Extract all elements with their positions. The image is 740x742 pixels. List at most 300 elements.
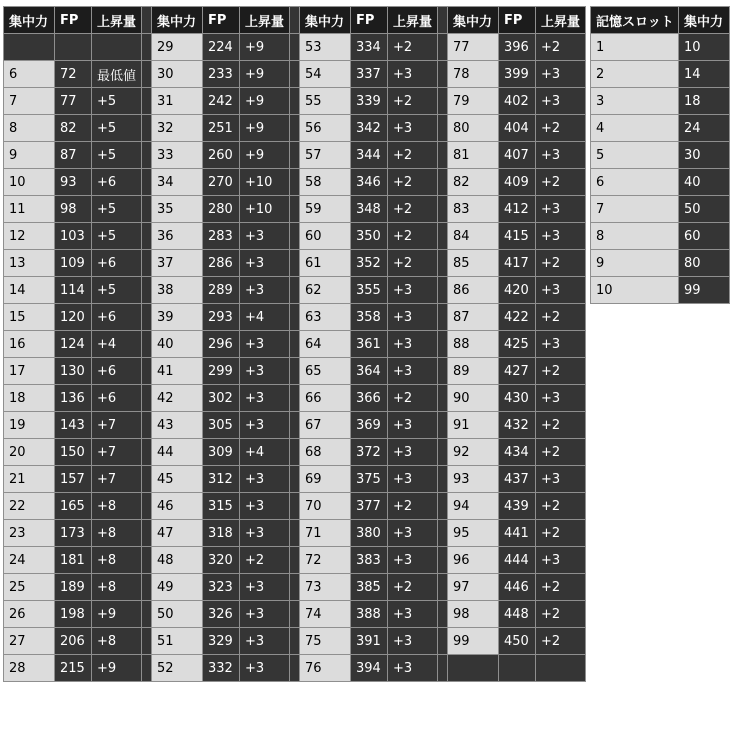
column-separator [142, 169, 152, 196]
focus-cell: 23 [4, 520, 55, 547]
column-header: 集中力 [4, 7, 55, 34]
focus-cell: 30 [679, 142, 730, 169]
column-separator [438, 385, 448, 412]
column-separator [142, 358, 152, 385]
column-header: 集中力 [679, 7, 730, 34]
increase-cell: +9 [240, 88, 290, 115]
column-header: 上昇量 [92, 7, 142, 34]
column-separator [438, 61, 448, 88]
fp-cell: 332 [203, 655, 240, 682]
focus-cell: 43 [152, 412, 203, 439]
table-row [4, 331, 586, 358]
increase-cell: +7 [92, 466, 142, 493]
fp-cell: 409 [499, 169, 536, 196]
focus-cell: 75 [300, 628, 351, 655]
increase-cell: +5 [92, 88, 142, 115]
increase-cell [536, 655, 586, 682]
increase-cell: +3 [388, 466, 438, 493]
fp-cell: 77 [55, 88, 92, 115]
increase-cell: +3 [388, 520, 438, 547]
increase-cell: +2 [536, 493, 586, 520]
focus-cell: 15 [4, 304, 55, 331]
column-separator [142, 439, 152, 466]
increase-cell: +2 [240, 547, 290, 574]
focus-cell: 19 [4, 412, 55, 439]
increase-cell: +6 [92, 169, 142, 196]
column-separator [142, 466, 152, 493]
increase-cell: +3 [240, 520, 290, 547]
increase-cell: +3 [536, 223, 586, 250]
increase-cell: +9 [240, 61, 290, 88]
fp-cell: 388 [351, 601, 388, 628]
column-separator [438, 142, 448, 169]
increase-cell: +3 [536, 547, 586, 574]
fp-cell: 173 [55, 520, 92, 547]
focus-cell: 22 [4, 493, 55, 520]
focus-cell: 14 [4, 277, 55, 304]
slot-cell: 6 [591, 169, 679, 196]
fp-cell: 342 [351, 115, 388, 142]
table-row [4, 601, 586, 628]
fp-cell: 299 [203, 358, 240, 385]
fp-cell: 329 [203, 628, 240, 655]
fp-cell: 404 [499, 115, 536, 142]
table-row [591, 169, 730, 196]
fp-cell: 415 [499, 223, 536, 250]
focus-cell: 37 [152, 250, 203, 277]
focus-cell: 20 [4, 439, 55, 466]
table-row [4, 34, 586, 61]
fp-cell: 309 [203, 439, 240, 466]
column-header: 上昇量 [536, 7, 586, 34]
focus-cell: 56 [300, 115, 351, 142]
fp-cell: 337 [351, 61, 388, 88]
column-separator [438, 601, 448, 628]
focus-cell: 51 [152, 628, 203, 655]
table-row [591, 250, 730, 277]
increase-cell: +2 [536, 250, 586, 277]
focus-cell: 85 [448, 250, 499, 277]
increase-cell: +5 [92, 196, 142, 223]
focus-cell: 48 [152, 547, 203, 574]
focus-cell: 92 [448, 439, 499, 466]
focus-cell: 40 [679, 169, 730, 196]
focus-cell: 93 [448, 466, 499, 493]
focus-cell: 90 [448, 385, 499, 412]
fp-cell: 260 [203, 142, 240, 169]
increase-cell: +3 [388, 601, 438, 628]
column-separator [290, 277, 300, 304]
column-separator [142, 196, 152, 223]
focus-cell [448, 655, 499, 682]
focus-cell: 82 [448, 169, 499, 196]
fp-cell: 377 [351, 493, 388, 520]
column-separator [438, 196, 448, 223]
fp-cell: 420 [499, 277, 536, 304]
column-separator [142, 88, 152, 115]
fp-cell: 315 [203, 493, 240, 520]
slot-cell: 10 [591, 277, 679, 304]
increase-cell: +10 [240, 169, 290, 196]
increase-cell: +3 [536, 385, 586, 412]
increase-cell: +8 [92, 628, 142, 655]
fp-cell: 355 [351, 277, 388, 304]
column-separator [290, 466, 300, 493]
fp-cell: 320 [203, 547, 240, 574]
focus-cell: 25 [4, 574, 55, 601]
fp-cell: 312 [203, 466, 240, 493]
fp-cell: 383 [351, 547, 388, 574]
fp-cell: 417 [499, 250, 536, 277]
increase-cell: +10 [240, 196, 290, 223]
fp-cell: 130 [55, 358, 92, 385]
fp-cell: 114 [55, 277, 92, 304]
increase-cell: +2 [388, 493, 438, 520]
column-separator [438, 412, 448, 439]
column-separator [142, 520, 152, 547]
focus-cell: 21 [4, 466, 55, 493]
increase-cell: +2 [536, 358, 586, 385]
increase-cell: +2 [536, 115, 586, 142]
increase-cell: +3 [240, 331, 290, 358]
slot-cell: 2 [591, 61, 679, 88]
focus-cell: 34 [152, 169, 203, 196]
fp-cell: 251 [203, 115, 240, 142]
fp-cell: 358 [351, 304, 388, 331]
table-row [4, 169, 586, 196]
increase-cell: +3 [388, 331, 438, 358]
focus-cell: 8 [4, 115, 55, 142]
focus-cell: 68 [300, 439, 351, 466]
increase-cell: +2 [388, 142, 438, 169]
header-row [4, 7, 586, 34]
increase-cell: +2 [536, 628, 586, 655]
focus-cell: 18 [679, 88, 730, 115]
fp-cell: 444 [499, 547, 536, 574]
fp-cell: 326 [203, 601, 240, 628]
table-row [4, 547, 586, 574]
slot-cell: 9 [591, 250, 679, 277]
focus-cell: 69 [300, 466, 351, 493]
column-separator [438, 250, 448, 277]
increase-cell: +9 [92, 601, 142, 628]
table-row [4, 439, 586, 466]
memory-slot-table-body [591, 34, 730, 304]
increase-cell: +3 [388, 439, 438, 466]
fp-cell: 412 [499, 196, 536, 223]
fp-cell: 289 [203, 277, 240, 304]
column-separator [142, 601, 152, 628]
table-row [4, 493, 586, 520]
column-separator [290, 250, 300, 277]
increase-cell: +3 [240, 628, 290, 655]
column-separator [290, 655, 300, 682]
focus-cell: 46 [152, 493, 203, 520]
fp-cell: 334 [351, 34, 388, 61]
slot-cell: 1 [591, 34, 679, 61]
focus-cell: 55 [300, 88, 351, 115]
slot-cell: 5 [591, 142, 679, 169]
increase-cell: +5 [92, 142, 142, 169]
fp-cell: 385 [351, 574, 388, 601]
header-row [591, 7, 730, 34]
focus-cell: 14 [679, 61, 730, 88]
column-separator [438, 520, 448, 547]
focus-cell: 44 [152, 439, 203, 466]
fp-cell: 375 [351, 466, 388, 493]
increase-cell: +2 [536, 574, 586, 601]
increase-cell: +2 [536, 169, 586, 196]
focus-cell: 40 [152, 331, 203, 358]
focus-cell: 83 [448, 196, 499, 223]
focus-cell: 63 [300, 304, 351, 331]
increase-cell: +3 [536, 88, 586, 115]
column-separator [438, 493, 448, 520]
increase-cell: +5 [92, 115, 142, 142]
column-separator [438, 223, 448, 250]
focus-cell: 77 [448, 34, 499, 61]
column-separator [438, 439, 448, 466]
focus-cell: 71 [300, 520, 351, 547]
column-separator [438, 7, 448, 34]
slot-cell: 8 [591, 223, 679, 250]
column-separator [438, 115, 448, 142]
focus-cell: 11 [4, 196, 55, 223]
focus-cell: 24 [679, 115, 730, 142]
fp-cell: 446 [499, 574, 536, 601]
column-separator [438, 547, 448, 574]
table-row [591, 115, 730, 142]
fp-cell: 339 [351, 88, 388, 115]
column-separator [142, 115, 152, 142]
increase-cell: +3 [240, 574, 290, 601]
focus-cell: 65 [300, 358, 351, 385]
focus-cell: 62 [300, 277, 351, 304]
focus-cell: 41 [152, 358, 203, 385]
focus-cell: 86 [448, 277, 499, 304]
increase-cell: +3 [240, 466, 290, 493]
increase-cell: +3 [388, 655, 438, 682]
fp-cell: 157 [55, 466, 92, 493]
increase-cell: 最低値 [92, 61, 142, 88]
column-separator [142, 304, 152, 331]
increase-cell: +9 [240, 142, 290, 169]
fp-cell: 150 [55, 439, 92, 466]
fp-cell: 165 [55, 493, 92, 520]
focus-cell: 88 [448, 331, 499, 358]
table-row [4, 385, 586, 412]
column-header: FP [55, 7, 92, 34]
fp-cell: 350 [351, 223, 388, 250]
focus-cell: 33 [152, 142, 203, 169]
column-header: 上昇量 [240, 7, 290, 34]
focus-cell: 12 [4, 223, 55, 250]
column-separator [142, 7, 152, 34]
table-row [591, 34, 730, 61]
table-row [4, 250, 586, 277]
increase-cell: +3 [388, 61, 438, 88]
focus-cell: 58 [300, 169, 351, 196]
column-separator [290, 439, 300, 466]
column-separator [438, 358, 448, 385]
fp-cell: 441 [499, 520, 536, 547]
focus-cell: 39 [152, 304, 203, 331]
table-row [4, 628, 586, 655]
column-separator [438, 34, 448, 61]
focus-cell: 24 [4, 547, 55, 574]
focus-cell: 13 [4, 250, 55, 277]
fp-cell: 198 [55, 601, 92, 628]
focus-cell: 60 [679, 223, 730, 250]
focus-cell: 28 [4, 655, 55, 682]
focus-cell: 97 [448, 574, 499, 601]
fp-cell: 450 [499, 628, 536, 655]
focus-cell: 72 [300, 547, 351, 574]
fp-cell: 286 [203, 250, 240, 277]
fp-cell: 380 [351, 520, 388, 547]
focus-cell: 7 [4, 88, 55, 115]
increase-cell: +2 [388, 250, 438, 277]
increase-cell: +3 [536, 142, 586, 169]
increase-cell: +3 [536, 196, 586, 223]
fp-cell: 422 [499, 304, 536, 331]
fp-cell: 391 [351, 628, 388, 655]
column-separator [142, 628, 152, 655]
fp-cell: 437 [499, 466, 536, 493]
column-separator [438, 277, 448, 304]
focus-cell: 79 [448, 88, 499, 115]
fp-cell: 364 [351, 358, 388, 385]
fp-cell: 396 [499, 34, 536, 61]
slot-cell: 4 [591, 115, 679, 142]
column-separator [438, 655, 448, 682]
focus-cell: 42 [152, 385, 203, 412]
table-row [4, 574, 586, 601]
slot-cell: 7 [591, 196, 679, 223]
focus-cell: 30 [152, 61, 203, 88]
fp-cell: 72 [55, 61, 92, 88]
focus-cell: 57 [300, 142, 351, 169]
column-separator [142, 574, 152, 601]
table-row [4, 655, 586, 682]
column-separator [142, 34, 152, 61]
table-row [4, 142, 586, 169]
focus-cell: 35 [152, 196, 203, 223]
increase-cell: +3 [536, 61, 586, 88]
focus-cell: 50 [152, 601, 203, 628]
focus-fp-table-header [4, 7, 586, 34]
column-separator [290, 196, 300, 223]
focus-cell: 36 [152, 223, 203, 250]
focus-cell: 99 [679, 277, 730, 304]
table-row [4, 277, 586, 304]
increase-cell: +2 [536, 304, 586, 331]
focus-cell: 78 [448, 61, 499, 88]
column-separator [142, 493, 152, 520]
increase-cell: +8 [92, 574, 142, 601]
increase-cell: +2 [536, 412, 586, 439]
focus-cell: 70 [300, 493, 351, 520]
column-separator [290, 547, 300, 574]
increase-cell [92, 34, 142, 61]
table-row [4, 304, 586, 331]
increase-cell: +3 [536, 277, 586, 304]
increase-cell: +3 [240, 601, 290, 628]
column-separator [142, 655, 152, 682]
fp-cell: 394 [351, 655, 388, 682]
focus-cell: 87 [448, 304, 499, 331]
increase-cell: +4 [240, 304, 290, 331]
increase-cell: +2 [536, 439, 586, 466]
increase-cell: +3 [536, 466, 586, 493]
column-separator [438, 169, 448, 196]
column-separator [142, 142, 152, 169]
fp-cell: 399 [499, 61, 536, 88]
fp-cell: 318 [203, 520, 240, 547]
increase-cell: +6 [92, 304, 142, 331]
column-separator [290, 7, 300, 34]
focus-cell: 99 [448, 628, 499, 655]
fp-cell: 206 [55, 628, 92, 655]
fp-cell: 432 [499, 412, 536, 439]
fp-cell: 302 [203, 385, 240, 412]
increase-cell: +7 [92, 412, 142, 439]
focus-cell: 45 [152, 466, 203, 493]
focus-fp-table-body [4, 34, 586, 682]
fp-cell: 181 [55, 547, 92, 574]
fp-cell: 87 [55, 142, 92, 169]
increase-cell: +8 [92, 520, 142, 547]
increase-cell: +3 [240, 250, 290, 277]
increase-cell: +2 [536, 601, 586, 628]
fp-cell: 369 [351, 412, 388, 439]
fp-cell: 305 [203, 412, 240, 439]
increase-cell: +2 [388, 88, 438, 115]
column-separator [142, 61, 152, 88]
increase-cell: +2 [388, 169, 438, 196]
increase-cell: +3 [388, 304, 438, 331]
fp-cell: 224 [203, 34, 240, 61]
column-separator [290, 520, 300, 547]
increase-cell: +5 [92, 223, 142, 250]
fp-cell: 366 [351, 385, 388, 412]
focus-cell: 27 [4, 628, 55, 655]
focus-cell: 95 [448, 520, 499, 547]
fp-cell: 348 [351, 196, 388, 223]
increase-cell: +2 [388, 34, 438, 61]
fp-cell: 344 [351, 142, 388, 169]
fp-cell: 293 [203, 304, 240, 331]
fp-cell: 346 [351, 169, 388, 196]
column-header: FP [203, 7, 240, 34]
focus-cell: 18 [4, 385, 55, 412]
increase-cell: +3 [388, 277, 438, 304]
increase-cell: +7 [92, 439, 142, 466]
increase-cell: +9 [240, 115, 290, 142]
column-header: 記憶スロット [591, 7, 679, 34]
focus-cell: 10 [4, 169, 55, 196]
increase-cell: +2 [536, 34, 586, 61]
focus-cell: 61 [300, 250, 351, 277]
fp-cell: 124 [55, 331, 92, 358]
focus-cell: 6 [4, 61, 55, 88]
column-header: FP [499, 7, 536, 34]
fp-cell: 434 [499, 439, 536, 466]
column-separator [142, 412, 152, 439]
table-row [4, 520, 586, 547]
fp-cell: 136 [55, 385, 92, 412]
table-row [4, 115, 586, 142]
